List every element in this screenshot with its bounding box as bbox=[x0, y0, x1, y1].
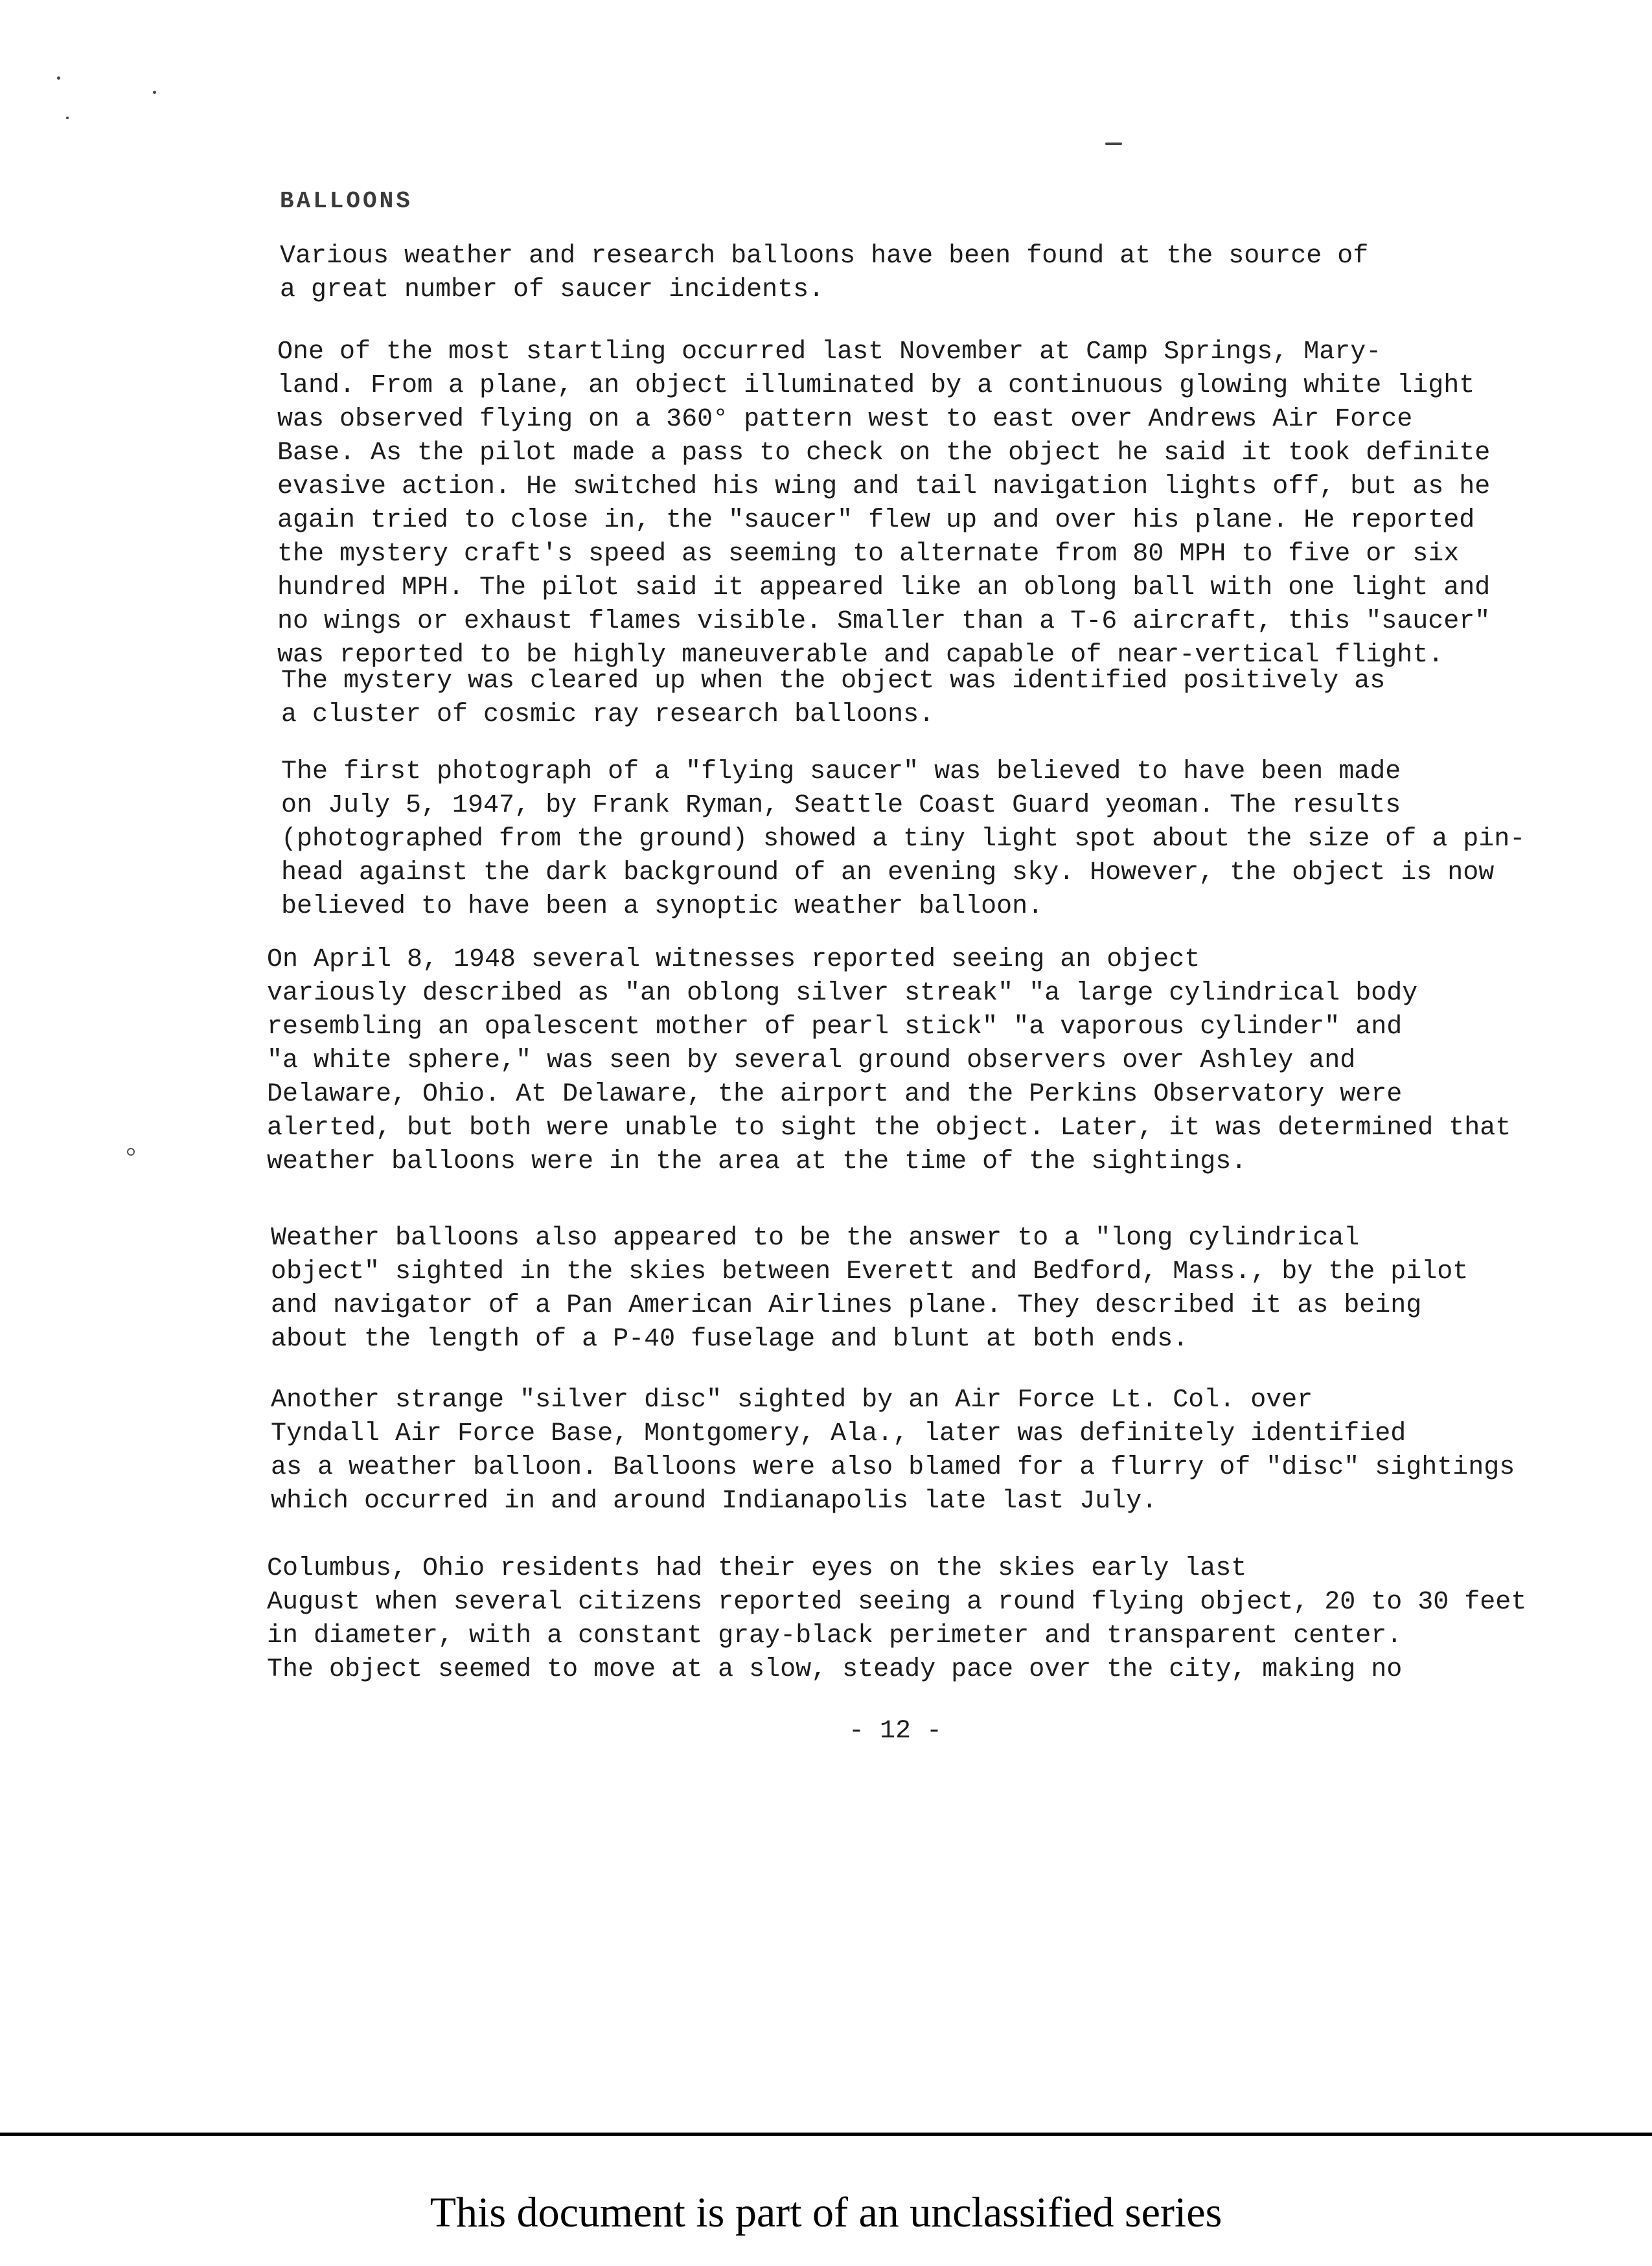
footer-note: This document is part of an unclassified series bbox=[430, 2189, 1222, 2236]
footer-divider bbox=[0, 2133, 1652, 2136]
scan-speck bbox=[127, 1148, 135, 1156]
section-heading: BALLOONS bbox=[280, 188, 413, 214]
paragraph: On April 8, 1948 several witnesses reported seeing an object variously described as "an oblong silver streak" "a large cylindrical body resembling an opalescent mother of pearl stick" "a vaporous cylinder" and "a white sphere," was seen by several ground observers over Ashley and Delaware, Ohio. At Delaware, the airport and the Perkins Observatory were alerted, but both were unable to sight the object. Later, it was determined that weather balloons were in the area at the time of the sightings. bbox=[267, 945, 1511, 1176]
scan-speck bbox=[66, 117, 69, 119]
page-number: - 12 - bbox=[849, 1717, 943, 1746]
scan-speck bbox=[153, 91, 156, 94]
paragraph: One of the most startling occurred last November at Camp Springs, Mary- land. From a plane, an object illuminated by a continuous glowing white light was observed flying on a 360° pattern west to east over Andrews Air Force Base. As the pilot made a pass to check on the object he said it took definite evasive action. He switched his wing and tail navigation lights off, but as he again tried to close in, the "saucer" flew up and over his plane. He reported the mystery craft's speed as seeming to alternate from 80 MPH to five or six hundred MPH. The pilot said it appeared like an oblong ball with one light and no wings or exhaust flames visible. Smaller than a T-6 aircraft, this "saucer" was reported to be highly maneuverable and capable of near-vertical flight. bbox=[277, 338, 1491, 670]
paragraph: Weather balloons also appeared to be the answer to a "long cylindrical object" sighted in the skies between Everett and Bedford, Mass., by the pilot and navigator of a Pan American Airlines plane. They described it as being about the length of a P-40 fuselage and blunt at both ends. bbox=[271, 1224, 1469, 1354]
paragraph: Various weather and research balloons have been found at the source of a great number of saucer incidents. bbox=[280, 242, 1369, 304]
scan-mark bbox=[1105, 143, 1122, 145]
paragraph: Another strange "silver disc" sighted by an Air Force Lt. Col. over Tyndall Air Force Base, Montgomery, Ala., later was definitely identified as a weather balloon. Balloons were also blamed for a flurry of "disc" sightings which occurred in and around Indianapolis late last July. bbox=[271, 1386, 1515, 1516]
paragraph: The first photograph of a "flying saucer" was believed to have been made on July 5, 1947, by Frank Ryman, Seattle Coast Guard yeoman. The results (photographed from the ground) showed a tiny light spot about the size of a pin- head against the dark background of an evening sky. However, the object is now believed to have been a synoptic weather balloon. bbox=[281, 757, 1526, 921]
paragraph: Columbus, Ohio residents had their eyes on the skies early last August when several citizens reported seeing a round flying object, 20 to 30 feet in diameter, with a constant gray-black perimeter and transparent center. The object seemed to move at a slow, steady pace over the city, making no bbox=[267, 1554, 1527, 1684]
scan-speck bbox=[57, 76, 60, 80]
paragraph: The mystery was cleared up when the object was identified positively as a cluster of cosmic ray research balloons. bbox=[281, 667, 1386, 729]
